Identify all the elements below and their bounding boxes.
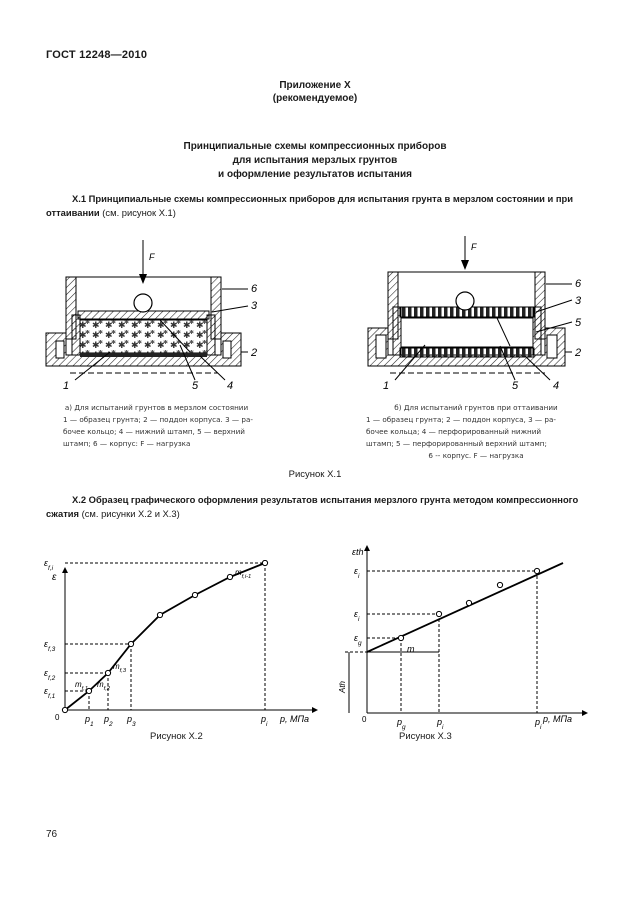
x2-data-point xyxy=(262,560,267,565)
x3-m-annotation: m xyxy=(407,644,415,654)
caption-right-line-3: штамп; 5 — перфорированный верхний штамп; xyxy=(366,439,547,448)
label-3-right: 3 xyxy=(575,295,582,307)
caption-left-line-3: штамп; 6 — корпус: F — нагрузка xyxy=(63,439,191,448)
section-1-heading: Х.1 Принципиальные схемы компрессионных приборов для испытания грунта в мерзлом состоянии и при оттаивании xyxy=(46,193,574,218)
caption-left-line-1: 1 — образец грунта; 2 — поддон корпуса. 3 — ра- xyxy=(63,415,253,424)
x3-data-point xyxy=(436,611,441,616)
x2-data-point xyxy=(105,670,110,675)
chart-x2 xyxy=(30,560,320,760)
x2-data-point xyxy=(62,707,67,712)
x3-data-point xyxy=(534,568,539,573)
device-thawing xyxy=(368,236,582,392)
x2-x-tick-label: $p_2$ xyxy=(104,714,113,728)
figure-2-title: Рисунок Х.2 xyxy=(150,731,203,742)
x3-y-tick-label: $\varepsilon_i$ xyxy=(354,566,360,580)
x2-y-tick-label: $\varepsilon_{f,i}$ xyxy=(44,560,54,572)
appendix-title: Приложение Х xyxy=(279,80,351,91)
label-1-right: 1 xyxy=(383,380,390,392)
x2-y-tick-label: $\varepsilon_{f,2}$ xyxy=(44,668,56,682)
section-2-ref: (см. рисунки Х.2 и Х.3) xyxy=(79,508,180,519)
x2-x-tick-label: $p_3$ xyxy=(127,714,136,728)
main-title-line-2: для испытания мерзлых грунтов xyxy=(232,155,398,166)
appendix-status: (рекомендуемое) xyxy=(272,93,358,104)
x2-y-label: ε xyxy=(52,572,57,583)
section-1-ref: (см. рисунок Х.1) xyxy=(99,207,176,218)
label-4-left: 4 xyxy=(227,380,234,392)
page-number: 76 xyxy=(46,829,58,840)
x2-chord-1 xyxy=(65,691,89,710)
arrow-head-right xyxy=(461,260,469,270)
section-2-heading: Х.2 Образец графического оформления результатов испытания мерзлого грунта методом компрессионного сжатия xyxy=(46,494,579,519)
label-4-right: 4 xyxy=(553,380,560,392)
label-2-right: 2 xyxy=(575,347,582,359)
x2-curve xyxy=(65,563,265,710)
caption-right-line-2: бочее кольца; 4 — перфорированный нижний xyxy=(366,427,542,436)
caption-left-line-2: бочее кольцо; 4 — нижний штамп, 5 — верхний xyxy=(63,427,245,436)
caption-right xyxy=(366,402,586,462)
x3-y-tick-label: $\varepsilon_g$ xyxy=(354,633,362,647)
force-label-left: F xyxy=(149,252,155,262)
label-5-left: 5 xyxy=(192,380,199,392)
x3-y-tick-label: $\varepsilon_i$ xyxy=(354,609,360,623)
label-1-left: 1 xyxy=(63,380,70,392)
x3-origin: 0 xyxy=(362,715,367,724)
section-2-paragraph xyxy=(46,493,594,521)
x2-x-tick-label: $p_i$ xyxy=(261,714,268,728)
device-frozen xyxy=(46,240,258,392)
label-3-left: 3 xyxy=(251,300,258,312)
label-6-right: 6 xyxy=(575,278,582,290)
force-label-right: F xyxy=(471,242,477,252)
label-5-right-top: 5 xyxy=(575,317,582,329)
figure-3-title: Рисунок Х.3 xyxy=(399,731,452,742)
caption-left-title: а) Для испытаний грунтов в мерзлом состоянии xyxy=(64,403,249,412)
caption-right-line-4: 6 -- корпус. F — нагрузка xyxy=(428,451,524,460)
x2-annotation: $m_{f,1}$ xyxy=(75,680,89,692)
label-5-right: 5 xyxy=(512,380,519,392)
label-2-left: 2 xyxy=(251,347,258,359)
x3-x-tick-label: $p_i$ xyxy=(535,717,542,731)
x3-extra-point xyxy=(466,600,471,605)
main-title-line-3: и оформление результатов испытания xyxy=(218,169,412,180)
x2-data-point xyxy=(128,641,133,646)
x2-plot-layer xyxy=(44,560,268,728)
main-title-line-1: Принципиальные схемы компрессионных приборов xyxy=(183,141,447,152)
x3-plot-layer xyxy=(338,563,563,731)
caption-left xyxy=(49,402,264,450)
section-1-paragraph xyxy=(46,192,594,220)
figure-1-diagrams xyxy=(0,228,630,398)
x3-extra-point xyxy=(497,582,502,587)
figure-1-title: Рисунок Х.1 xyxy=(288,469,342,480)
x3-ath-annotation: Ath xyxy=(338,680,347,693)
x2-x-tick-label: $p_1$ xyxy=(85,714,94,728)
x3-x-label: p, МПа xyxy=(543,714,573,724)
x3-x-tick-label: $p_g$ xyxy=(397,717,406,731)
x2-y-tick-label: $\varepsilon_{f,1}$ xyxy=(44,686,56,700)
x3-data-point xyxy=(398,635,403,640)
arrow-head-left xyxy=(139,274,147,284)
label-6-left: 6 xyxy=(251,283,258,295)
chart-x3 xyxy=(330,540,590,740)
x2-annotation: $m_{f,3}$ xyxy=(113,662,127,674)
caption-right-title: б) Для испытаний грунтов при оттаивании xyxy=(394,403,558,412)
x2-curve-point xyxy=(227,574,232,579)
standard-number: ГОСТ 12248—2010 xyxy=(46,49,148,61)
x2-annotation: $m_{f,i-1}$ xyxy=(235,568,252,580)
x3-regression-line xyxy=(367,563,563,652)
caption-right-line-1: 1 — образец грунта; 2 — поддон корпуса, 3 — ра- xyxy=(366,415,556,424)
x2-origin: 0 xyxy=(55,713,60,722)
x3-y-label: εth xyxy=(352,547,364,557)
x2-curve-point xyxy=(157,612,162,617)
x3-x-tick-label: $p_i$ xyxy=(437,717,444,731)
x2-y-tick-label: $\varepsilon_{f,3}$ xyxy=(44,639,56,653)
x2-x-label: p, МПа xyxy=(280,714,310,724)
x2-annotation: $m_{f,2}$ xyxy=(97,680,111,692)
x2-curve-point xyxy=(192,592,197,597)
